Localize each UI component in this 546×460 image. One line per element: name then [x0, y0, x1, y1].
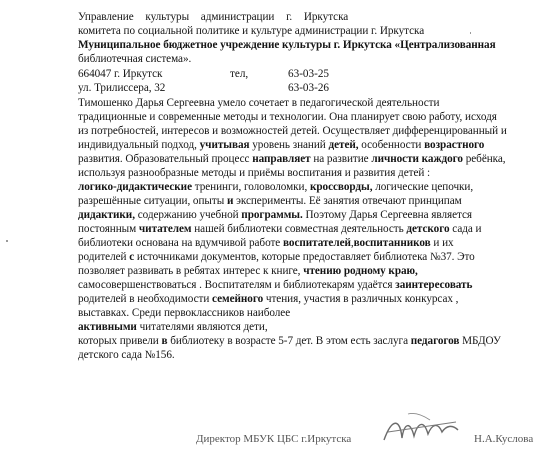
header-line-3: Муниципальное бюджетное учреждение культуры г. Иркутска «Централизованная: [78, 39, 496, 51]
body-line-3: из потребностей, интересов и возможностей детей. Осуществляет дифференцированный и: [78, 125, 507, 137]
scan-speck: [470, 32, 471, 34]
body-line-14: самосовершенствоваться . Воспитателям и библиотекарям удаётся заинтересовать: [78, 279, 473, 291]
phone-1: 63-03-25: [288, 68, 330, 80]
body-line-1: Тимошенко Дарья Сергеевна умело сочетает в педагогической деятельности: [78, 97, 440, 109]
address-line-1: 664047 г. Иркутск: [78, 68, 163, 80]
body-line-16: выставках. Среди первоклассников наиболее: [78, 307, 291, 319]
handwritten-signature: [378, 410, 478, 450]
body-line-15: родителей в необходимости семейного чтения, участия в различных конкурсах ,: [78, 293, 459, 305]
body-line-6: используя разнообразные методы и приёмы воспитания и развития детей :: [78, 167, 431, 179]
header-line-1: Управление культуры администрации г. Иркутска: [78, 11, 349, 23]
header-line-4: библиотечная система».: [78, 53, 192, 65]
body-line-5: развития. Образовательный процесс направляет на развитие личности каждого ребёнка,: [78, 153, 506, 165]
signature-title: Директор МБУК ЦБС г.Иркутска: [196, 433, 352, 445]
header-line-2: комитета по социальной политике и культуре администрации г. Иркутска: [78, 25, 425, 37]
body-line-8: разрешённые ситуации, опыты и эксперименты. Её занятия отвечают принципам: [78, 195, 462, 207]
body-line-18: которых привели в библиотеку в возрасте 5-7 дет. В этом есть заслуга педагогов МБДОУ: [78, 335, 501, 347]
body-line-12: родителей с источниками документов, которые предоставляет библиотека №37. Это: [78, 251, 475, 263]
body-line-11: библиотеки основана на вдумчивой работе воспитателей,воспитанников и их: [78, 237, 454, 249]
phone-2: 63-03-26: [288, 82, 330, 94]
address-line-2: ул. Трилиссера, 32: [78, 82, 166, 94]
body-line-13: позволяет развивать в ребятах интерес к книге, чтению родному краю,: [78, 265, 418, 277]
signature-name: Н.А.Куслова: [474, 433, 534, 445]
scan-speck: [6, 240, 8, 242]
body-line-7: логико-дидактические тренинги, головоломки, кроссворды, логические цепочки,: [78, 181, 474, 193]
body-line-17: активными читателями являются дети,: [78, 321, 268, 333]
body-line-2: традиционные и современные методы и технологии. Она планирует свою работу, исходя: [78, 111, 497, 123]
body-line-19: детского сада №156.: [78, 349, 175, 361]
body-line-10: постоянным читателем нашей библиотеки совместная деятельность детского сада и: [78, 223, 482, 235]
body-line-4: индивидуальный подход, учитывая уровень знаний детей, особенности возрастного: [78, 139, 485, 151]
phone-label: тел,: [230, 68, 249, 80]
body-line-9: дидактики, содержанию учебной программы. Поэтому Дарья Сергеевна является: [78, 209, 472, 221]
